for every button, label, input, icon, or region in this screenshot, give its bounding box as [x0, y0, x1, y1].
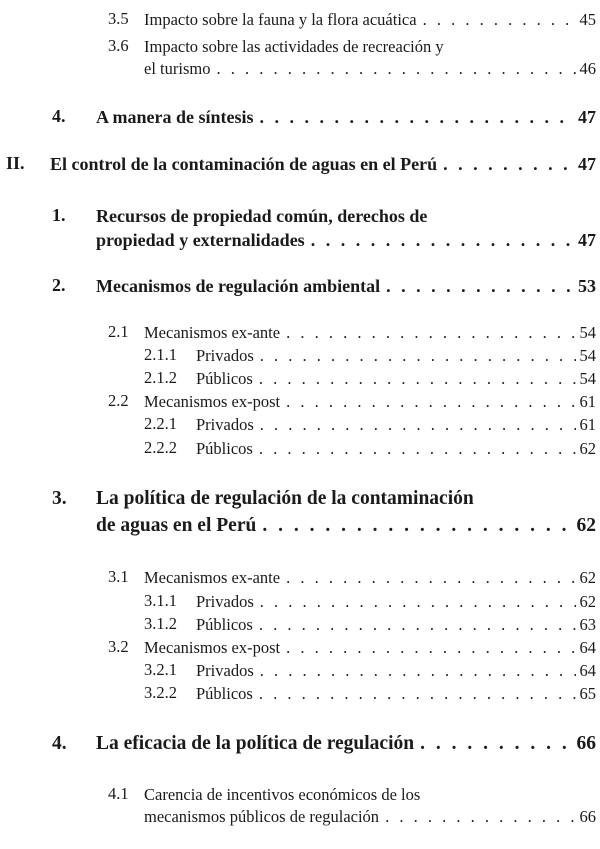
dot-leader [286, 391, 575, 413]
dot-leader [260, 660, 576, 682]
toc-title: Mecanismos ex-ante [144, 323, 281, 342]
toc-page-number: 64 [579, 661, 596, 680]
toc-entry [144, 784, 420, 806]
toc-title: A manera de síntesis [96, 107, 254, 127]
toc-title-continued: propiedad y externalidades [96, 230, 305, 250]
toc-page-number: 62 [579, 592, 596, 611]
toc-entry [96, 205, 427, 227]
toc-title: Públicos [196, 439, 253, 458]
dot-leader [216, 58, 575, 80]
dot-leader [262, 515, 572, 537]
toc-page-number: 62 [579, 568, 596, 587]
dot-leader [286, 567, 575, 589]
toc-title: Privados [196, 592, 254, 611]
toc-page-number: 54 [579, 369, 596, 388]
toc-number: 3. [52, 488, 67, 509]
toc-page-number: 53 [578, 276, 596, 296]
dot-leader [260, 414, 576, 436]
toc-number: 3.2 [108, 637, 129, 656]
toc-title: Mecanismos de regulación ambiental [96, 276, 381, 296]
toc-title: La política de regulación de la contaminación [96, 488, 474, 509]
toc-title: Privados [196, 346, 254, 365]
toc-number: II. [6, 153, 25, 173]
toc-page-number: 54 [579, 323, 596, 342]
toc-title-continued: mecanismos públicos de regulación [144, 807, 380, 826]
toc-number: 2.2.1 [144, 414, 177, 433]
dot-leader [260, 591, 576, 613]
toc-page-number: 66 [576, 733, 596, 754]
toc-number: 1. [52, 205, 66, 225]
toc-entry-continued [96, 515, 596, 537]
toc-entry [196, 683, 596, 705]
dot-leader [259, 368, 576, 390]
toc-title: Impacto sobre las actividades de recreación y [144, 37, 444, 56]
toc-title: El control de la contaminación de aguas en el Perú [50, 154, 438, 174]
toc-entry [144, 391, 596, 413]
toc-title: Públicos [196, 615, 253, 634]
toc-title: Mecanismos ex-post [144, 392, 281, 411]
dot-leader [286, 637, 575, 659]
dot-leader [311, 229, 574, 251]
dot-leader [423, 9, 576, 31]
toc-entry [196, 591, 596, 613]
toc-title: Impacto sobre la fauna y la flora acuática [144, 10, 417, 29]
toc-number: 3.1 [108, 567, 129, 586]
dot-leader [260, 106, 575, 128]
dot-leader [260, 345, 576, 367]
toc-page-number: 62 [576, 515, 596, 536]
dot-leader [259, 614, 576, 636]
toc-entry [96, 733, 596, 755]
toc-number: 3.1.2 [144, 614, 177, 633]
toc-entry [144, 36, 444, 58]
toc-entry [144, 9, 596, 31]
toc-number: 2.1 [108, 322, 129, 341]
toc-entry [50, 153, 596, 175]
toc-page-number: 64 [579, 638, 596, 657]
toc-page-number: 47 [578, 107, 596, 127]
toc-title: Privados [196, 415, 254, 434]
toc-page-number: 45 [579, 10, 596, 29]
toc-page-number: 66 [579, 807, 596, 826]
toc-title-continued: de aguas en el Perú [96, 515, 257, 536]
toc-entry [144, 637, 596, 659]
toc-number: 3.1.1 [144, 591, 177, 610]
dot-leader [385, 806, 575, 828]
toc-number: 2.1.2 [144, 368, 177, 387]
toc-page-number: 62 [579, 439, 596, 458]
dot-leader [286, 322, 575, 344]
toc-page-number: 61 [579, 415, 596, 434]
toc-entry [196, 414, 596, 436]
toc-entry [196, 345, 596, 367]
toc-entry [96, 488, 474, 510]
toc-title: Privados [196, 661, 254, 680]
toc-entry [96, 106, 596, 128]
toc-number: 3.2.1 [144, 660, 177, 679]
toc-title-continued: el turismo [144, 59, 211, 78]
toc-entry [196, 438, 596, 460]
toc-entry [96, 275, 596, 297]
dot-leader [259, 683, 576, 705]
toc-entry [196, 368, 596, 390]
toc-number: 4.1 [108, 784, 129, 803]
toc-number: 3.6 [108, 36, 129, 55]
toc-page-number: 46 [579, 59, 596, 78]
toc-number: 2.2.2 [144, 438, 177, 457]
toc-title: Mecanismos ex-ante [144, 568, 281, 587]
dot-leader [386, 275, 574, 297]
toc-entry-continued [96, 229, 596, 251]
toc-title: Carencia de incentivos económicos de los [144, 785, 421, 804]
toc-title: Recursos de propiedad común, derechos de [96, 206, 428, 226]
toc-number: 3.5 [108, 9, 129, 28]
toc-entry [144, 567, 596, 589]
dot-leader [420, 733, 572, 755]
toc-page-number: 54 [579, 346, 596, 365]
toc-number: 2.1.1 [144, 345, 177, 364]
toc-title: Públicos [196, 369, 253, 388]
toc-page-number: 65 [579, 684, 596, 703]
toc-title: Mecanismos ex-post [144, 638, 281, 657]
toc-number: 4. [52, 733, 67, 754]
toc-entry [144, 322, 596, 344]
toc-number: 4. [52, 106, 66, 126]
toc-entry-continued [144, 58, 596, 80]
toc-number: 3.2.2 [144, 683, 177, 702]
toc-page-number: 61 [579, 392, 596, 411]
toc-title: La eficacia de la política de regulación [96, 733, 415, 754]
toc-entry [196, 614, 596, 636]
toc-number: 2.2 [108, 391, 129, 410]
toc-entry [196, 660, 596, 682]
toc-page-number: 63 [579, 615, 596, 634]
dot-leader [259, 438, 576, 460]
dot-leader [443, 153, 574, 175]
toc-page-number: 47 [578, 154, 596, 174]
toc-number: 2. [52, 275, 66, 295]
toc-page-number: 47 [578, 230, 596, 250]
toc-title: Públicos [196, 684, 253, 703]
toc-entry-continued [144, 806, 596, 828]
